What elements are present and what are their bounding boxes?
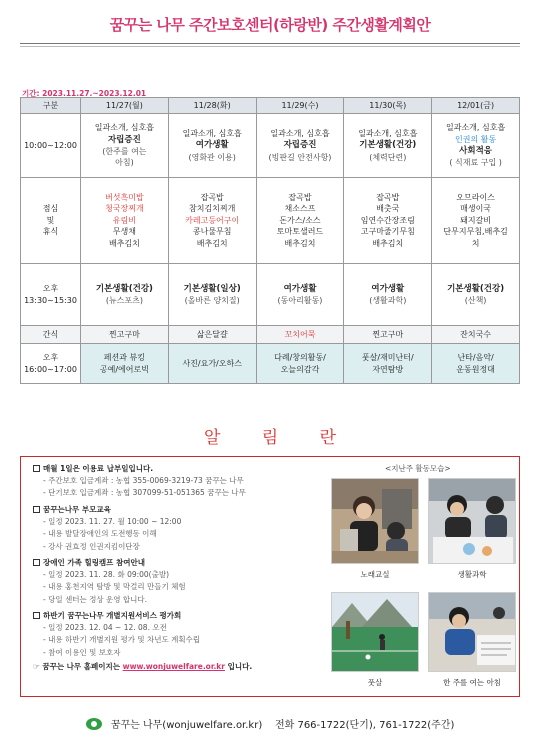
cell-line: 페션과 뷰킹: [103, 352, 145, 362]
cell-line: 여가생활: [283, 283, 317, 294]
menu-cell: [432, 178, 520, 264]
row-label-line: 및: [46, 215, 55, 225]
schedule-cell: [256, 114, 344, 178]
header-cell: 11/29(수): [256, 98, 344, 114]
morning-row: [21, 114, 520, 178]
menu-item: 무생채: [112, 227, 136, 237]
cell-line: (생활과학): [369, 295, 407, 305]
menu-item: 청국장찌개: [105, 204, 144, 214]
cell-line: (영화관 이용): [188, 152, 236, 162]
cell-line: ( 식재료 구입 ): [449, 158, 502, 168]
cell-line: 일과소개, 심호흡: [446, 122, 506, 132]
menu-item: 돈가스/소스: [279, 215, 321, 225]
menu-item: 배추김치: [108, 238, 140, 248]
cell-line: 자연탐방: [372, 364, 404, 374]
notice-item: - 주간보호 입금계좌 : 농협 355-0069-3219-73 꿈꾸는 나무: [43, 476, 244, 485]
menu-item: 잡곡밥: [288, 192, 312, 202]
menu-item: 단무지무침,배추김: [443, 227, 508, 237]
header-cell: 11/27(월): [81, 98, 169, 114]
row-label: [21, 264, 81, 326]
cell-line: 여가생활: [371, 283, 405, 294]
notice-item: - 일정 2023. 11. 28. 화 09:00(출발): [43, 569, 170, 579]
notice-heading: [33, 610, 323, 622]
notice-item: - 일정 2023. 12. 04 ~ 12. 08. 오전: [43, 623, 167, 632]
homepage-suffix: 입니다.: [227, 662, 253, 672]
row-label-line: 13:30~15:30: [24, 295, 77, 305]
photo-morning-image: [429, 593, 516, 672]
homepage-prefix: ☞ 꿈꾸는 나무 홈페이지는: [33, 662, 121, 672]
photo-caption: 풋살: [367, 678, 383, 687]
notice-heading: [33, 504, 323, 516]
activity-cell: [344, 344, 432, 384]
schedule-cell: [344, 114, 432, 178]
notice-item: - 내용 홍천지역 탐방 및 막걸리 만들기 체험: [43, 582, 186, 592]
photo-futsal: [331, 592, 419, 672]
afternoon-activity-row: [21, 344, 520, 384]
cell-line: 여가생활: [195, 140, 229, 151]
schedule-cell: [432, 114, 520, 178]
cell-line: 자립증진: [107, 134, 141, 145]
photo-science-image: [429, 479, 516, 564]
row-label-line: 오후: [42, 352, 59, 362]
notice-heading-text: 꿈꾸는나무 부모교육: [43, 504, 111, 514]
activity-cell: [256, 344, 344, 384]
cell-line: (뉴스포츠): [105, 295, 143, 305]
cell-line: (체력단련): [369, 152, 407, 162]
menu-item: 카레고등어구이: [185, 215, 240, 225]
menu-item: 배춧국: [376, 204, 400, 214]
menu-item: 배추김치: [196, 238, 228, 248]
menu-item: 배추김치: [284, 238, 316, 248]
notice-item: - 일정 2023. 11. 27. 월 10:00 ~ 12:00: [43, 516, 182, 526]
row-label: [21, 344, 81, 384]
photo-caption: 노래교실: [360, 570, 390, 579]
menu-cell: [168, 178, 256, 264]
menu-item: 잡곡밥: [376, 192, 400, 202]
cell-line: 다례/창의활동/: [274, 352, 326, 362]
photo-caption: 한 주를 여는 아침: [443, 678, 501, 687]
cell-line: (올바른 양치질): [184, 295, 240, 305]
cell-line: 오늘의감각: [280, 364, 320, 374]
menu-item: 치: [471, 238, 480, 248]
notice-item: - 당일 센터는 정상 운영 합니다.: [43, 594, 147, 604]
footer-org: 꿈꾸는 나무(wonjuwelfare.or.kr): [110, 720, 263, 731]
notice-title: 알 림 란: [203, 428, 355, 448]
schedule-cell: [168, 264, 256, 326]
header-cell: 구분: [21, 98, 81, 114]
photo-gallery-heading: <지난주 활동모습>: [385, 464, 451, 473]
cell-line: (한주를 여는: [102, 146, 147, 156]
photo-singing-class: [331, 478, 419, 564]
lunch-row: [21, 178, 520, 264]
title-divider-secondary: [20, 46, 520, 47]
menu-item: 잡곡밥: [200, 192, 224, 202]
row-label: [21, 178, 81, 264]
row-label: 간식: [21, 326, 81, 344]
cell-line: 기본생활(건강): [447, 283, 505, 294]
snack-cell: 찐고구마: [344, 326, 432, 344]
row-label-line: 16:00~17:00: [24, 364, 77, 374]
page-title: 꿈꾸는 나무 주간보호센터(하랑반) 주간생활계획안: [109, 16, 431, 34]
activity-cell: [81, 344, 169, 384]
checkbox-square-icon: [33, 612, 40, 619]
photo-science: [428, 478, 516, 564]
cell-line: 아침): [115, 158, 134, 168]
menu-item: 콩나물무침: [192, 227, 232, 237]
weekly-schedule-table: [20, 97, 520, 384]
header-cell: 12/01(금): [432, 98, 520, 114]
cell-line: 난타/음악/: [457, 352, 494, 362]
notice-item: - 참여 이용인 및 보호자: [43, 647, 121, 657]
menu-cell: [256, 178, 344, 264]
notice-heading: [33, 557, 323, 569]
photo-caption: 생활과학: [457, 570, 487, 579]
menu-item: 임연수간장조림: [360, 215, 415, 225]
schedule-cell: [81, 114, 169, 178]
schedule-cell: [256, 264, 344, 326]
cell-line: 기본생활(건강): [95, 283, 153, 294]
snack-cell: 찐고구마: [81, 326, 169, 344]
cell-line: 사진/요가/오하스: [182, 358, 242, 368]
menu-item: 참치김치찌개: [189, 204, 236, 214]
header-cell: 11/30(목): [344, 98, 432, 114]
checkbox-square-icon: [33, 559, 40, 566]
photo-singing-class-image: [332, 479, 419, 564]
notice-heading-text: 매월 1일은 이용료 납부일입니다.: [43, 464, 154, 473]
notice-item: - 단기보호 입금계좌 : 농협 307099-51-051365 꿈꾸는 나무: [43, 488, 246, 498]
cell-line: 운동원정대: [456, 364, 495, 374]
checkbox-square-icon: [33, 506, 40, 513]
footer: [0, 716, 540, 731]
menu-item: 유림비: [112, 215, 136, 225]
cell-line: 인권의 활동: [455, 134, 497, 144]
row-label: 10:00~12:00: [21, 114, 81, 178]
checkbox-square-icon: [33, 465, 40, 472]
cell-line: 일과소개, 심호흡: [94, 122, 154, 132]
afternoon-row: [21, 264, 520, 326]
snack-row: [21, 326, 520, 344]
menu-cell: [344, 178, 432, 264]
cell-line: 자립증진: [283, 140, 317, 151]
schedule-cell: [432, 264, 520, 326]
menu-item: 고구마줄기무침: [360, 227, 415, 237]
snack-cell: 삶은달걀: [168, 326, 256, 344]
row-label-line: 점심: [42, 204, 59, 214]
notice-item: - 내용 발달장애인의 도전행동 이해: [43, 529, 157, 539]
menu-item: 채소스프: [284, 204, 316, 214]
activity-cell: [168, 344, 256, 384]
notice-item: - 강사 권효정 인권지킴이단장: [43, 541, 140, 551]
cell-line: 사회적응: [459, 146, 493, 157]
menu-item: 매생이국: [460, 204, 492, 214]
cell-line: 기본생활(건강): [359, 140, 417, 151]
notice-heading-text: 장애인 가족 힐링캠프 참여안내: [43, 557, 146, 567]
menu-item: 돼지갈비: [460, 215, 492, 225]
cell-line: 일과소개, 심호흡: [358, 128, 418, 138]
menu-item: 버섯흑미밥: [105, 192, 144, 202]
cell-line: 일과소개, 심호흡: [182, 128, 242, 138]
tree-logo-icon: [86, 718, 102, 730]
photo-morning: [428, 592, 516, 672]
menu-cell: [81, 178, 169, 264]
snack-cell: 꼬치어묵: [256, 326, 344, 344]
cell-line: (빙판길 안전사항): [268, 152, 332, 162]
homepage-link[interactable]: www.wonjuwelfare.or.kr: [122, 662, 225, 672]
cell-line: 일과소개, 심호흡: [270, 128, 330, 138]
menu-item: 배추김치: [372, 238, 404, 248]
notice-item: - 내용 하반기 개별지원 평가 및 차년도 계획수립: [43, 635, 201, 645]
title-divider: [20, 43, 520, 44]
cell-line: 기본생활(일상): [183, 283, 241, 294]
row-label-line: 휴식: [42, 227, 59, 237]
schedule-cell: [344, 264, 432, 326]
period-label: 기간: 2023.11.27.~2023.12.01: [22, 89, 147, 98]
cell-line: 풋살/재미난터/: [361, 352, 414, 362]
menu-item: 토마토샐러드: [276, 227, 324, 237]
schedule-cell: [81, 264, 169, 326]
notice-heading: [33, 463, 323, 475]
schedule-header-row: [21, 98, 520, 114]
row-label-line: 오후: [42, 283, 59, 293]
schedule-cell: [168, 114, 256, 178]
notice-heading-text: 하반기 꿈꾸는나무 개별지원서비스 평가회: [43, 611, 182, 620]
cell-line: (산책): [464, 295, 487, 305]
snack-cell: 잔치국수: [432, 326, 520, 344]
cell-line: 공예/에어로빅: [99, 364, 149, 374]
menu-item: 오므라이스: [456, 192, 495, 202]
homepage-line: [33, 661, 323, 674]
notice-list: [33, 463, 323, 674]
photo-futsal-image: [332, 593, 419, 672]
footer-phone: 전화 766-1722(단기), 761-1722(주간): [274, 720, 455, 731]
cell-line: (동아리활동): [277, 295, 323, 305]
header-cell: 11/28(화): [168, 98, 256, 114]
activity-cell: [432, 344, 520, 384]
